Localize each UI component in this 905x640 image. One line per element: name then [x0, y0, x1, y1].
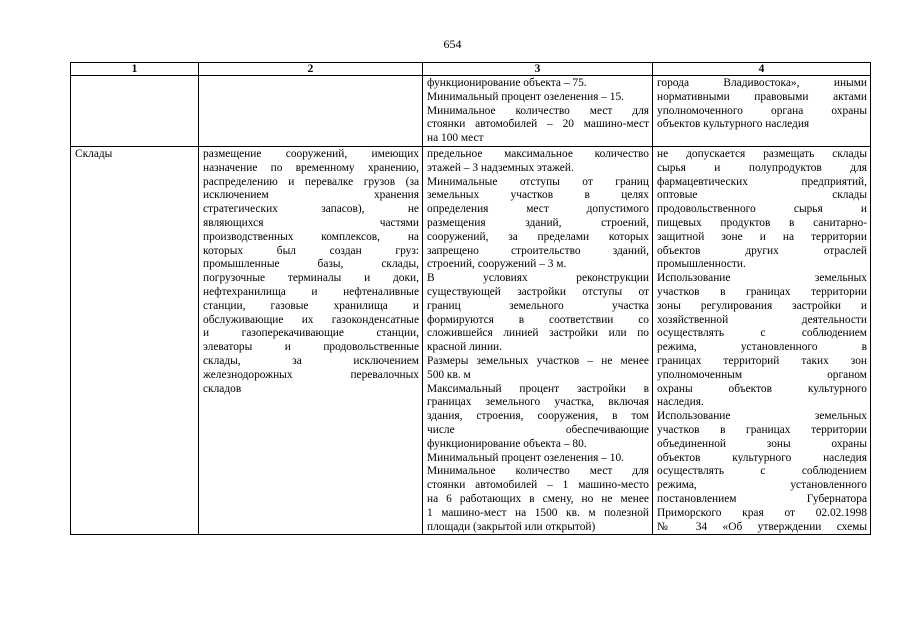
text-line: станции, газовые хранилища и — [203, 299, 419, 312]
text-line: железнодорожных перевалочных — [203, 368, 419, 381]
text-line: погрузочные терминалы и доки, — [203, 272, 419, 285]
cell-use-description — [199, 146, 423, 534]
text-line: исключением хранения — [203, 189, 419, 202]
text-line: границах территорий таких зон — [657, 354, 867, 367]
text-line: пищевых продуктов в санитарно- — [657, 216, 867, 229]
text-line: объектов культурного наследия — [657, 451, 867, 464]
text-line: Минимальное количество мест для — [427, 104, 649, 117]
text-line: Максимальный процент застройки в — [427, 382, 649, 395]
text-line: 1 машино-мест на 1500 кв. м полезной — [427, 506, 649, 519]
text-line: обслуживающие их газоконденсатные — [203, 313, 419, 326]
text-line: на 100 мест — [427, 132, 484, 145]
text-line: склады, за исключением — [203, 354, 419, 367]
text-line: нормативными правовыми актами — [657, 90, 867, 103]
text-line: земельных участков в целях — [427, 189, 649, 202]
text-line: Минимальный процент озеленения – 15. — [427, 90, 625, 103]
text-line: сырья и полупродуктов для — [657, 161, 867, 174]
text-line: охраны объектов культурного — [657, 382, 867, 395]
text-line: сложившейся линией застройки или по — [427, 327, 649, 340]
text-line: элеваторы и продовольственные — [203, 341, 419, 354]
text-line: защитной зоне и на территории — [657, 230, 867, 243]
cell-parameters — [423, 76, 653, 147]
text-line: предельное максимальное количество — [427, 147, 649, 160]
text-line: участков в границах территории — [657, 285, 867, 298]
text-line: постановлением Губернатора — [657, 492, 867, 505]
text-line: Использование земельных — [657, 410, 867, 423]
cell-parameters — [423, 146, 653, 534]
text-line: наследия. — [657, 396, 704, 409]
text-line: стоянки автомобилей – 1 машино-место — [427, 479, 649, 492]
text-line: определения мест допустимого — [427, 203, 649, 216]
table-row-continuation — [71, 76, 871, 147]
text-line: нефтехранилища и нефтеналивные — [203, 285, 419, 298]
column-header-3: 3 — [423, 63, 653, 76]
cell-use-type — [71, 146, 199, 534]
text-line: зоны регулирования застройки и — [657, 299, 867, 312]
table-row-warehouses — [71, 146, 871, 534]
text-line: объектов других отраслей — [657, 244, 867, 257]
text-line: 500 кв. м — [427, 368, 471, 381]
text-line: здания, строения, сооружения, в том — [427, 410, 649, 423]
text-line: запрещено строительство зданий, — [427, 244, 649, 257]
text-line: которых был создан груз: — [203, 244, 419, 257]
text-line: объектов культурного наследия — [657, 118, 810, 131]
cell-restrictions — [653, 76, 871, 147]
text-line: фармацевтических предприятий, — [657, 175, 867, 188]
zoning-regulations-table — [70, 62, 871, 535]
text-line: назначение по временному хранению, — [203, 161, 419, 174]
text-line: являющихся частями — [203, 216, 419, 229]
text-line: промышленности. — [657, 258, 746, 271]
text-line: осуществлять с соблюдением — [657, 465, 867, 478]
page-number: 654 — [443, 37, 462, 51]
text-line: границ земельного участка — [427, 299, 649, 312]
text-line: участков в границах территории — [657, 423, 867, 436]
text-line: границах земельного участка, включая — [427, 396, 649, 409]
text-line: складов — [203, 382, 242, 395]
text-line: промышленные базы, склады, — [203, 258, 419, 271]
text-line: числе обеспечивающие — [427, 423, 649, 436]
text-line: и газоперекачивающие станции, — [203, 327, 419, 340]
text-line: продовольственного сырья и — [657, 203, 867, 216]
text-line: оптовые склады — [657, 189, 867, 202]
text-line: Минимальное количество мест для — [427, 465, 649, 478]
text-line: стоянки автомобилей – 20 машино-мест — [427, 118, 649, 131]
text-line: не допускается размещать склады — [657, 147, 867, 160]
text-line: этажей – 3 надземных этажей. — [427, 161, 574, 174]
text-line: хозяйственной деятельности — [657, 313, 867, 326]
text-line: Минимальный процент озеленения – 10. — [427, 451, 625, 464]
text-line: Использование земельных — [657, 272, 867, 285]
text-line: размещения зданий, строений, — [427, 216, 649, 229]
text-line: режима, установленного — [657, 479, 867, 492]
text-line: объединенной зоны охраны — [657, 437, 867, 450]
text-line: Минимальные отступы от границ — [427, 175, 649, 188]
text-line: функционирование объекта – 75. — [427, 77, 587, 89]
text-line: размещение сооружений, имеющих — [203, 147, 419, 160]
text-line: распределению и перевалке грузов (за — [203, 175, 419, 188]
text-line: на 6 работающих в смену, но не менее — [427, 492, 649, 505]
text-line: режима, установленного в — [657, 341, 867, 354]
text-line: красной линии. — [427, 341, 502, 354]
cell-restrictions — [653, 146, 871, 534]
text-line: уполномоченного органа охраны — [657, 104, 867, 117]
table-header-row — [71, 63, 871, 76]
column-header-2: 2 — [199, 63, 423, 76]
text-line: Склады — [75, 147, 113, 160]
text-line: площади (закрытой или открытой) — [427, 520, 596, 533]
text-line: стратегических запасов), не — [203, 203, 419, 216]
text-line: № 34 «Об утверждении схемы — [657, 520, 867, 533]
text-line: сооружений, за пределами которых — [427, 230, 649, 243]
text-line: существующей застройки отступы от — [427, 285, 649, 298]
cell-use-description — [199, 76, 423, 147]
text-line: Размеры земельных участков – не менее — [427, 354, 649, 367]
text-line: города Владивостока», иными — [657, 77, 867, 89]
text-line: функционирование объекта – 80. — [427, 437, 587, 450]
text-line: формируются в соответствии со — [427, 313, 649, 326]
column-header-1: 1 — [71, 63, 199, 76]
column-header-4: 4 — [653, 63, 871, 76]
text-line: осуществлять с соблюдением — [657, 327, 867, 340]
text-line: В условиях реконструкции — [427, 272, 649, 285]
text-line: уполномоченным органом — [657, 368, 867, 381]
cell-use-type — [71, 76, 199, 147]
text-line: производственных комплексов, на — [203, 230, 419, 243]
text-line: Приморского края от 02.02.1998 — [657, 506, 867, 519]
text-line: строений, сооружений – 3 м. — [427, 258, 567, 271]
